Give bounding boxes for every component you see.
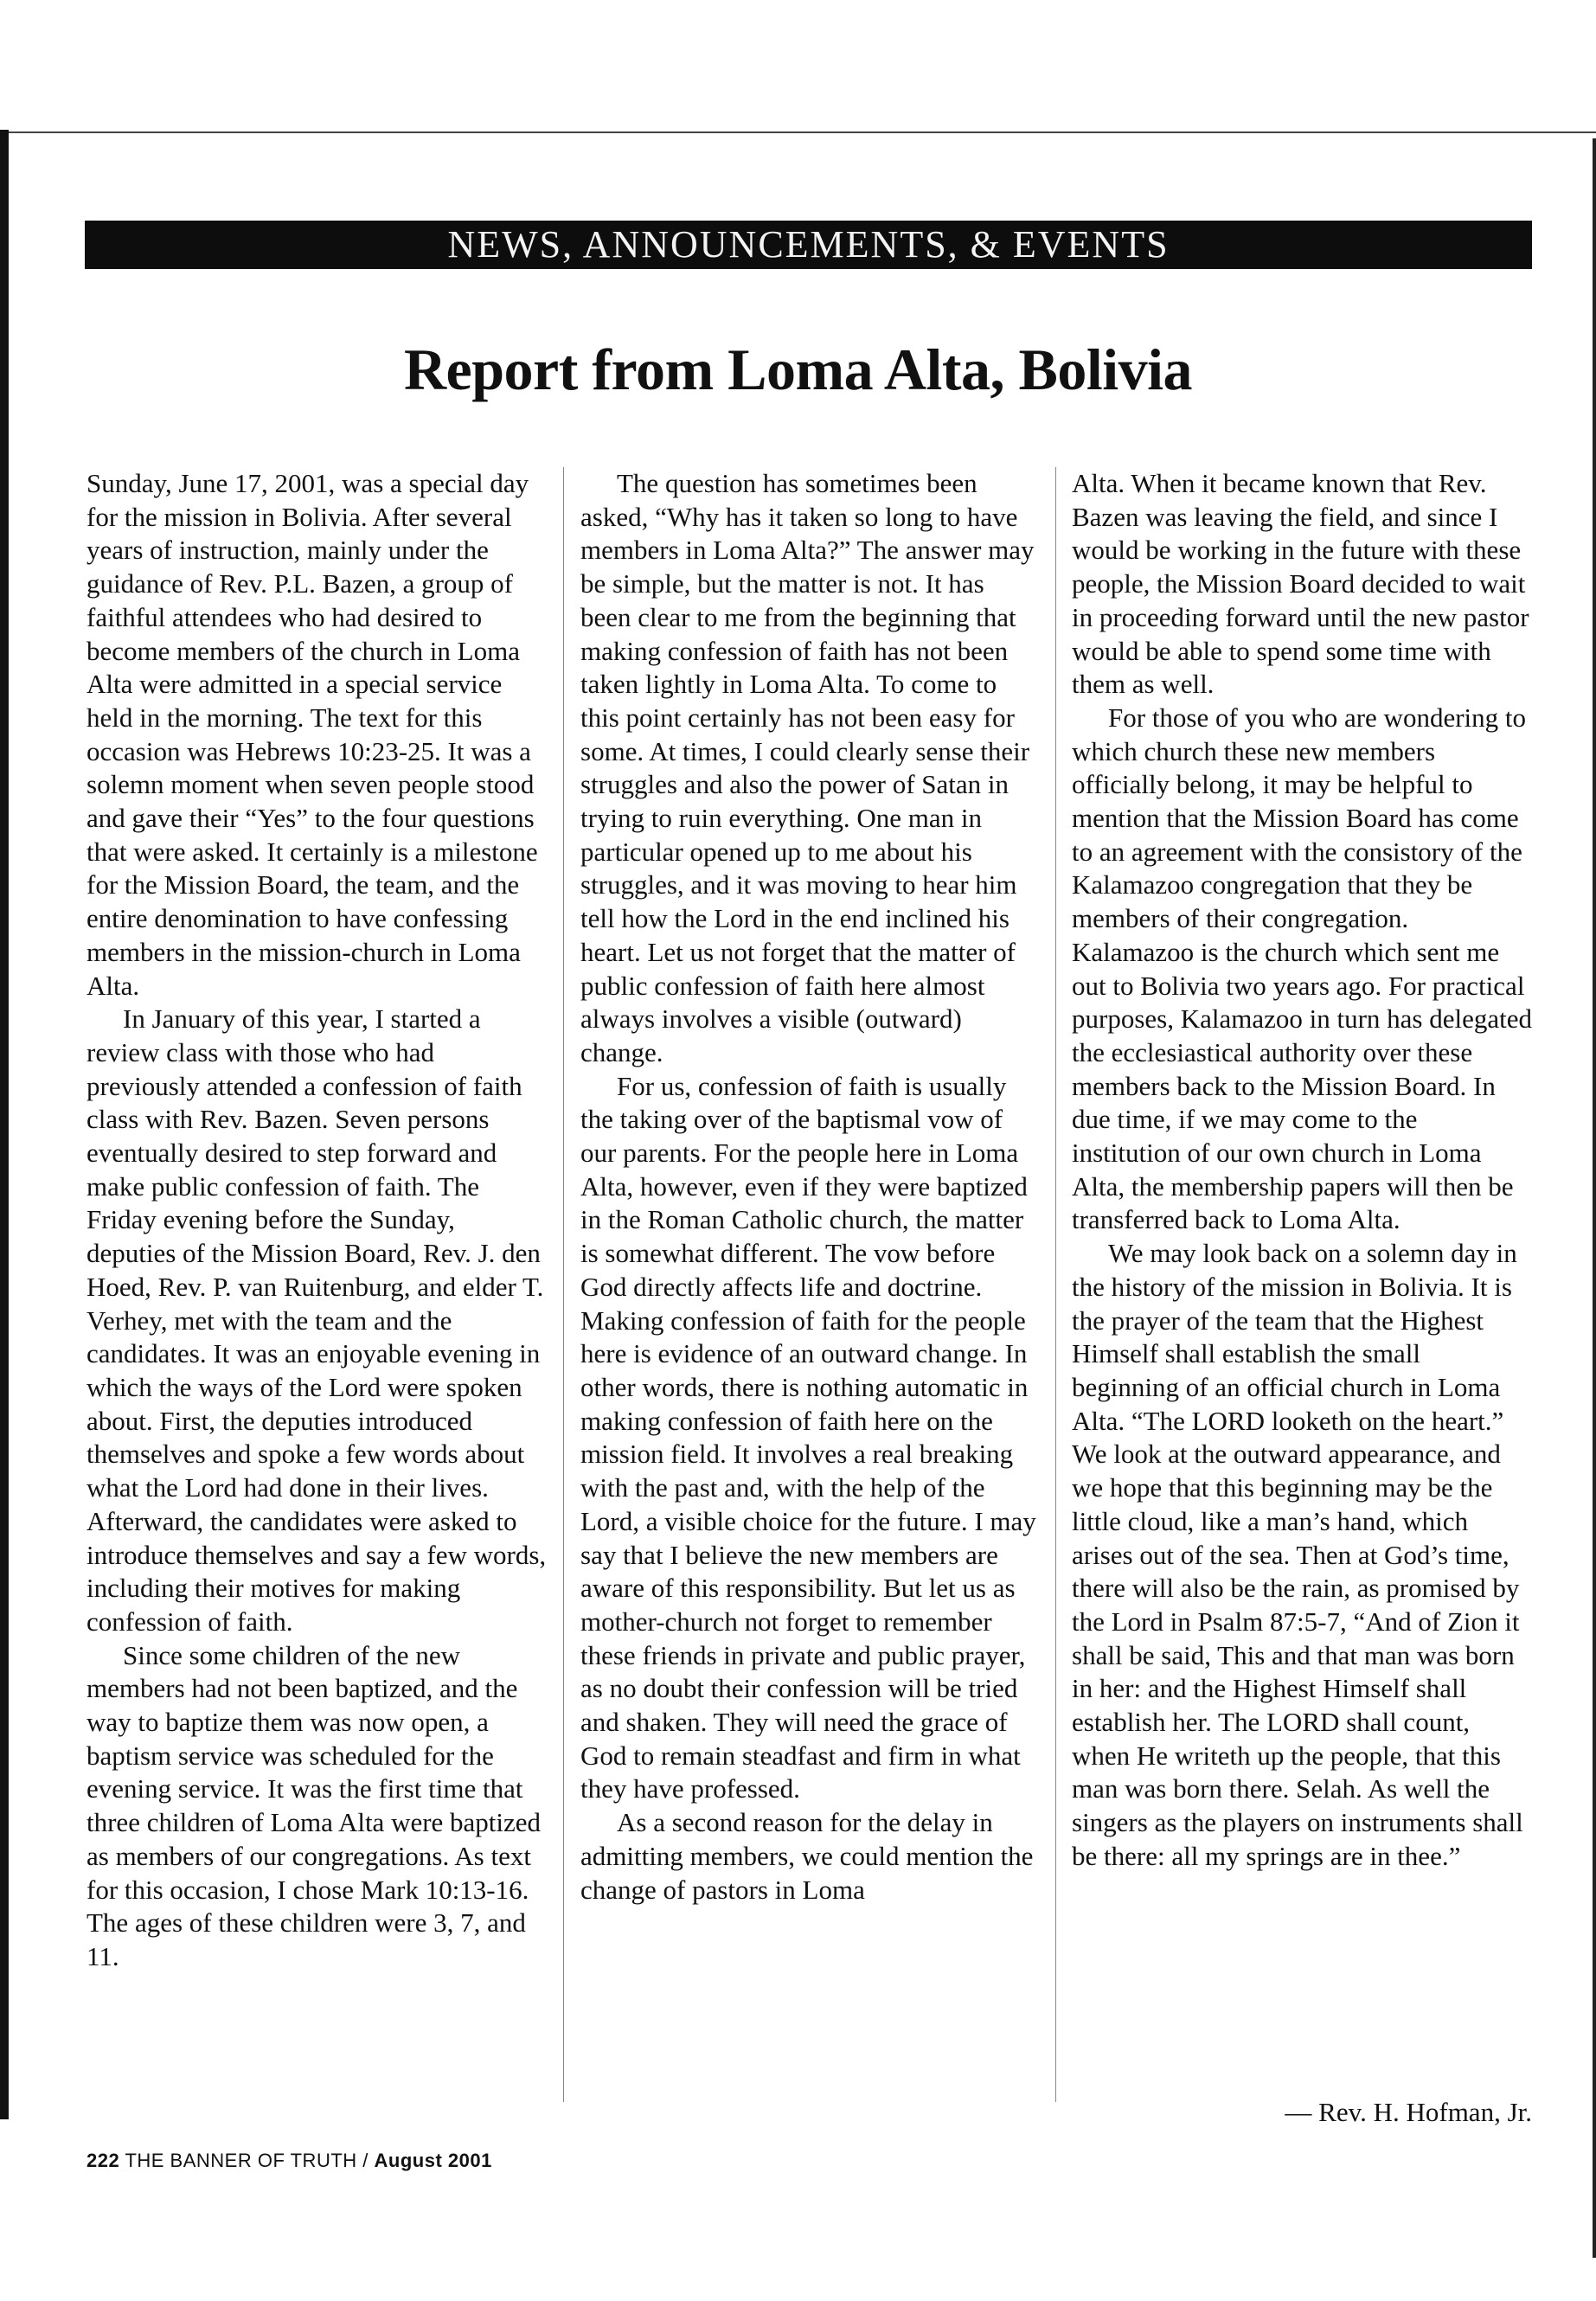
paragraph: Since some children of the new members had not been baptized, and the way to baptize them was now open, a baptism service was scheduled for the evening service. It was the first time that three children of Loma Alta were baptized as members of our congregations. As text for this occasion, I chose Mark 10:13-16. The ages of these children were 3, 7, and 11. (87, 1639, 542, 1971)
page-number: 222 (87, 2150, 120, 2171)
paragraph: For us, confession of faith is usually the taking over of the baptismal vow of our parents. For the people here in Loma Alta, however, even if they were baptized in the Roman Catholic church, the matter is somewhat different. The vow before God directly affects life and doctrine. Making confession of faith for the people here is evidence of an outward change. In other words, there is nothing automatic in making confession of faith here on the mission field. It involves a real breaking with the past and, with the help of the Lord, a visible choice for the future. I may say that I believe the new members are aware of this responsibility. But let us as mother-church not forget to remember these friends in private and public prayer, as no doubt their confession will be tried and shaken. They will need the grace of God to remain steadfast and firm in what they have professed. (580, 1070, 1036, 1804)
paragraph: As a second reason for the delay in admitting members, we could mention the change of pastors in Loma (580, 1807, 1034, 1905)
paragraph: In January of this year, I started a review class with those who had previously attended a confession of faith class with Rev. Bazen. Seven persons eventually desired to step forward and make public confession of faith. The Friday evening before the Sunday, deputies of the Mission Board, Rev. J. den Hoed, Rev. P. van Ruitenburg, and elder T. Verhey, met with the team and the candidates. It was an enjoyable evening in which the ways of the Lord were spoken about. First, the deputies introduced themselves and spoke a few words about what the Lord had done in their lives. Afterward, the candidates were asked to introduce themselves and say a few words, including their motives for making confession of faith. (87, 1003, 547, 1637)
paragraph: Sunday, June 17, 2001, was a special day for the mission in Bolivia. After several years of instruction, mainly under the guidance of Rev. P.L. Bazen, a group of faithful attendees who had desired to become members of the church in Loma Alta were admitted in a special service held in the morning. The text for this occasion was Hebrews 10:23-25. It was a solemn moment when seven people stood and gave their “Yes” to the four questions that were asked. It certainly is a milestone for the Mission Board, the team, and the entire denomination to have confessing members in the mission-church in Loma Alta. (87, 468, 538, 1001)
paragraph: Alta. When it became known that Rev. Bazen was leaving the field, and since I would be working in the future with these people, the Mission Board decided to wait in proceeding forward until the new pastor would be able to spend some time with them as well. (1072, 468, 1529, 700)
article-column-3 (1072, 467, 1532, 1874)
author-signature: — Rev. H. Hofman, Jr. (1285, 2097, 1532, 2127)
column-rule (1055, 467, 1056, 2102)
scan-edge-right (1593, 138, 1596, 2258)
paragraph: We may look back on a solemn day in the history of the mission in Bolivia. It is the prayer of the team that the Highest Himself shall establish the small beginning of an official church in Loma Alta. “The LORD looketh on the heart.” We look at the outward appearance, and we hope that this beginning may be the little cloud, like a man’s hand, which arises out of the sea. Then at God’s time, there will also be the rain, as promised by the Lord in Psalm 87:5-7, “And of Zion it shall be said, This and that man was born in her: and the Highest Himself shall establish her. The LORD shall count, when He writeth up the people, that this man was born there. Selah. As well the singers as the players on instruments shall be there: all my springs are in thee.” (1072, 1238, 1523, 1871)
paragraph: The question has sometimes been asked, “Why has it taken so long to have members in Loma Alta?” The answer may be simple, but the matter is not. It has been clear to me from the beginning that making confession of faith has not been taken lightly in Loma Alta. To come to this point certainly has not been easy for some. At times, I could clearly sense their struggles and also the power of Satan in trying to ruin everything. One man in particular opened up to me about his struggles, and it was moving to hear him tell how the Lord in the end inclined his heart. Let us not forget that the matter of public confession of faith here almost always involves a visible (outward) change. (580, 468, 1035, 1067)
issue-date: August 2001 (374, 2150, 492, 2171)
publication-name: THE BANNER OF TRUTH (125, 2150, 357, 2171)
article-title: Report from Loma Alta, Bolivia (403, 336, 1193, 402)
scan-edge-left (0, 130, 9, 2119)
top-rule (9, 131, 1596, 133)
page-footer (87, 2150, 492, 2172)
paragraph: For those of you who are wondering to which church these new members officially belong, it may be helpful to mention that the Mission Board has come to an agreement with the consistory of the Kalamazoo congregation that they be members of their congregation. Kalamazoo is the church which sent me out to Bolivia two years ago. For practical purposes, Kalamazoo in turn has delegated the ecclesiastical authority over these members back to the Mission Board. In due time, if we may come to the institution of our own church in Loma Alta, the membership papers will then be transferred back to Loma Alta. (1072, 702, 1532, 1235)
article-column-2 (580, 467, 1041, 1907)
section-banner: NEWS, ANNOUNCEMENTS, & EVENTS (85, 221, 1532, 269)
footer-separator: / (362, 2150, 369, 2171)
column-rule (563, 467, 564, 2102)
article-column-1 (87, 467, 547, 1974)
